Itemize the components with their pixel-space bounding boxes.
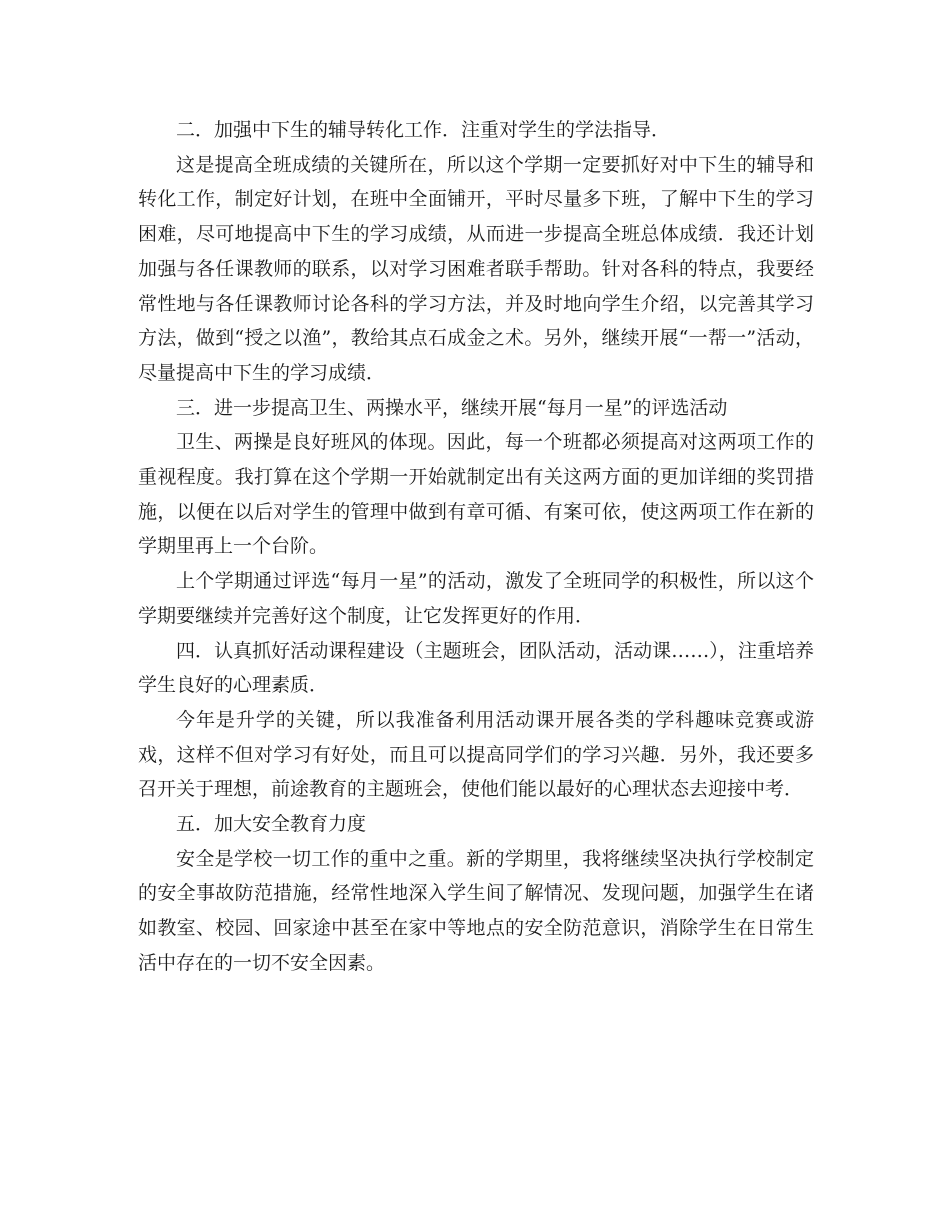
section-heading-4: 四．认真抓好活动课程建设（主题班会，团队活动，活动课……），注重培养学生良好的心理素质． — [138, 639, 814, 697]
section-heading-3: 三．进一步提高卫生、两操水平，继续开展“每月一星”的评选活动 — [176, 396, 728, 419]
section-heading-2: 二．加强中下生的辅导转化工作．注重对学生的学法指导． — [176, 119, 671, 141]
section-heading-5: 五．加大安全教育力度 — [176, 813, 367, 836]
body-paragraph: 卫生、两操是良好班风的体现。因此，每一个班都必须提高对这两项工作的重视程度。我打算在这个学期一开始就制定出有关这两方面的更加详细的奖罚措施，以便在以后对学生的管理中做到有章可循、有案可依，使这两项工作在新的学期里再上一个台阶。 — [138, 431, 814, 558]
body-paragraph: 安全是学校一切工作的重中之重。新的学期里，我将继续坚决执行学校制定的安全事故防范措施，经常性地深入学生间了解情况、发现问题，加强学生在诸如教室、校园、回家途中甚至在家中等地点的安全防范意识，消除学生在日常生活中存在的一切不安全因素。 — [138, 847, 814, 974]
body-paragraph: 上个学期通过评选“每月一星”的活动，激发了全班同学的积极性，所以这个学期要继续并完善好这个制度，让它发挥更好的作用． — [138, 570, 814, 627]
body-paragraph: 今年是升学的关键，所以我准备利用活动课开展各类的学科趣味竞赛或游戏，这样不但对学习有好处，而且可以提高同学们的学习兴趣．另外，我还要多召开关于理想，前途教育的主题班会，使他们能以最好的心理状态去迎接中考． — [138, 708, 814, 801]
document-body — [138, 113, 814, 981]
body-paragraph: 这是提高全班成绩的关键所在，所以这个学期一定要抓好对中下生的辅导和转化工作，制定好计划，在班中全面铺开，平时尽量多下班，了解中下生的学习困难，尽可地提高中下生的学习成绩，从而进一步提高全班总体成绩．我还计划加强与各任课教师的联系，以对学习困难者联手帮助。针对各科的特点，我要经常性地与各任课教师讨论各科的学习方法，并及时地向学生介绍，以完善其学习方法，做到“授之以渔”，教给其点石成金之术。另外，继续开展“一帮一”活动，尽量提高中下生的学习成绩． — [138, 153, 814, 384]
